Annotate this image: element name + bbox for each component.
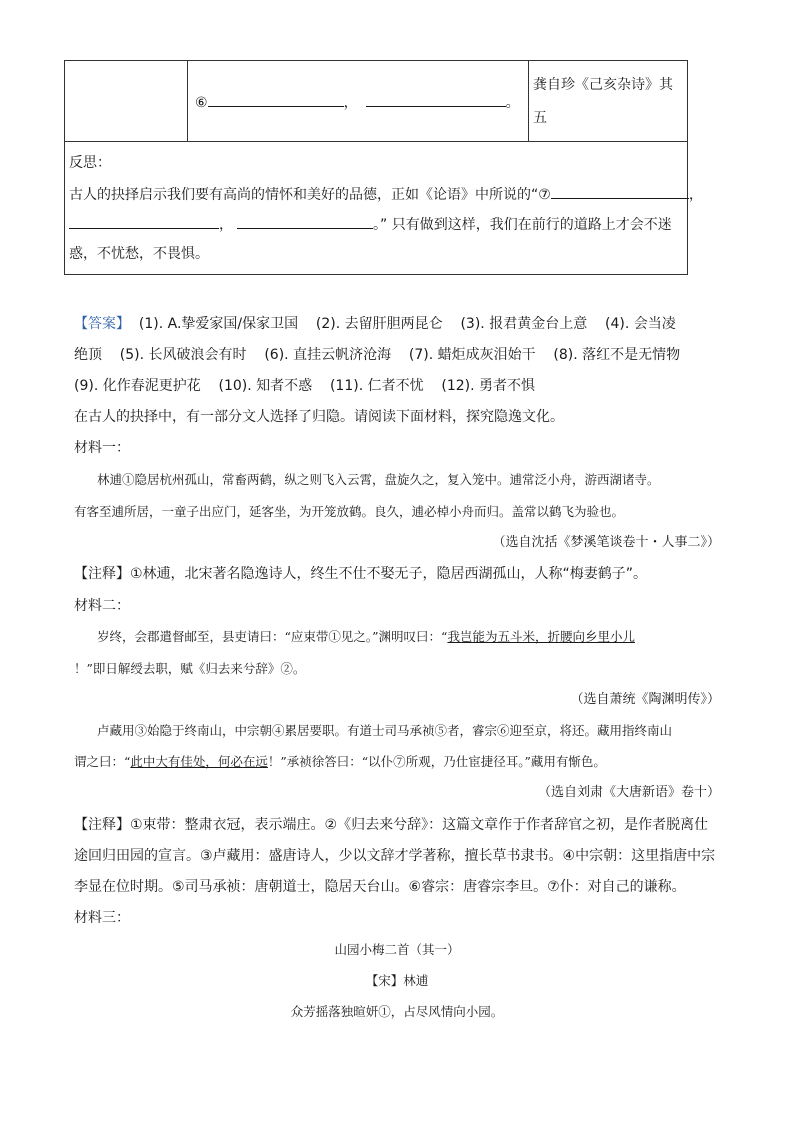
material-1-text: 有客至逋所居，一童子出应门，延客坐，为开笼放鹤。良久，逋必棹小舟而归。盖常以鹤飞为验也。	[74, 504, 625, 519]
answer-line-1: 【答案】 (1). A.挚爱家国/保家卫国 (2). 去留肝胆两昆仑 (3). 报君黄金台上意 (4). 会当凌	[74, 316, 676, 332]
answer-line-2: 绝顶 (5). 长风破浪会有时 (6). 直挂云帆济沧海 (7). 蜡炬成灰泪始干 (8). 落红不是无情物	[74, 347, 681, 363]
reflection-line-1: 古人的抉择启示我们要有高尚的情怀和美好的品德，正如《论语》中所说的“⑦ ，	[69, 184, 703, 205]
material-2-source-2: （选自刘肃《大唐新语》卷十）	[537, 785, 720, 800]
material-2-text: ！”即日解绶去职，赋《归去来兮辞》②。	[74, 661, 306, 676]
source-line-1: 龚自珍《己亥杂诗》其	[533, 77, 673, 93]
poem-line: 众芳摇落独暄妍①，占尽风情向小园。	[290, 1004, 504, 1019]
material-2-note: 途回归田园的宣言。③卢藏用：盛唐诗人，少以文辞才学著称，擅长草书隶书。④中宗朝：这里指唐中宗	[74, 848, 716, 864]
reflection-line-2: ， 。” 只有做到这样，我们在前行的道路上才会不迷	[69, 214, 672, 235]
answer-line-3: (9). 化作春泥更护花 (10). 知者不惑 (11). 仁者不忧 (12). 勇者不惧	[74, 378, 536, 394]
blank-6-line: ⑥ ， 。	[195, 92, 520, 113]
poem-author: 【宋】林逋	[365, 973, 429, 988]
material-1-title: 材料一：	[74, 440, 130, 456]
blank-7c[interactable]	[237, 214, 373, 229]
material-2-title: 材料二：	[74, 598, 130, 614]
material-2-text: 岁终，会郡遣督邮至，县吏请曰：“应束带①见之。”渊明叹曰：“我岂能为五斗米，折腰向乡里小儿	[97, 629, 635, 644]
reflection-title: 反思：	[69, 155, 111, 171]
material-2-note: 【注释】①束带：整肃衣冠，表示端庄。②《归去来兮辞》：这篇文章作于作者辞官之初，是作者脱离仕	[74, 817, 709, 833]
table-divider	[65, 141, 687, 142]
material-1-note: 【注释】①林逋，北宋著名隐逸诗人，终生不仕不娶无子，隐居西湖孤山，人称“梅妻鹤子”。	[74, 566, 648, 582]
material-2-note: 李显在位时期。⑤司马承祯：唐朝道士，隐居天台山。⑥睿宗：唐睿宗李旦。⑦仆：对自己的谦称。	[74, 879, 686, 895]
source-line-2: 五	[533, 110, 547, 126]
blank-7a[interactable]	[551, 184, 689, 199]
material-2-text: 卢藏用③始隐于终南山，中宗朝④累居要职。有道士司马承祯⑤者，睿宗⑥迎至京，将还。藏用指终南山	[97, 723, 673, 738]
blank-6a[interactable]	[208, 92, 344, 107]
blank-7b[interactable]	[69, 214, 219, 229]
poem-title: 山园小梅二首（其一）	[334, 942, 460, 957]
material-1-source: （选自沈括《梦溪笔谈卷十・人事二》）	[492, 535, 720, 550]
material-2-source-1: （选自萧统《陶渊明传》）	[570, 692, 720, 707]
reflection-line-3: 惑，不忧愁，不畏惧。	[69, 246, 209, 262]
intro-text: 在古人的抉择中，有一部分文人选择了归隐。请阅读下面材料，探究隐逸文化。	[74, 409, 564, 425]
blank-6b[interactable]	[366, 92, 506, 107]
answer-label: 【答案】	[74, 316, 130, 332]
blank-6-label: ⑥	[195, 95, 208, 111]
table-divider	[187, 61, 188, 141]
table-divider	[528, 61, 529, 141]
material-3-title: 材料三：	[74, 910, 130, 926]
material-1-text: 林逋①隐居杭州孤山，常畜两鹤，纵之则飞入云霄，盘旋久之，复入笼中。逋常泛小舟，游西湖诸寺。	[97, 472, 660, 487]
material-2-text: 谓之曰：“此中大有佳处，何必在远！”承祯徐答曰：“以仆⑦所观，乃仕宦捷径耳。”藏用有惭色。	[74, 754, 606, 769]
